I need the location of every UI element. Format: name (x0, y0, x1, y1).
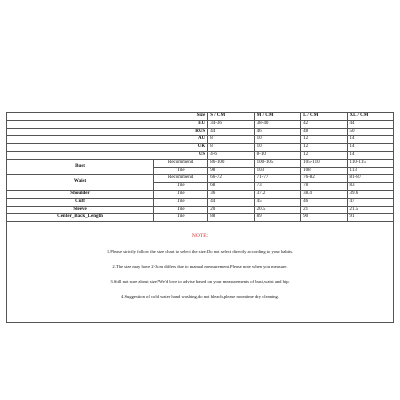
cell: 12 (301, 151, 347, 159)
cell: 38-40 (254, 120, 300, 128)
table-row-waist-recommend (7, 175, 394, 183)
cell: 46 (254, 128, 300, 136)
cell: 34-36 (208, 120, 254, 128)
cell: 44 (208, 198, 254, 206)
cell: 37.2 (254, 190, 300, 198)
note-line-1: 1.Please strictly follow the size chart to select the size.Do not select directly according to your habits. (106, 249, 294, 255)
size-table (6, 112, 394, 222)
cell: 21 (301, 206, 347, 214)
cell: 20 (208, 206, 254, 214)
cell: 86-100 (208, 159, 254, 167)
cell: 90 (301, 214, 347, 222)
table-header-row (7, 113, 394, 121)
cell: 14 (347, 151, 393, 159)
row-label: RUS (7, 128, 208, 136)
cell: 98 (208, 167, 254, 175)
cell: 10 (254, 136, 300, 144)
table-row-au (7, 136, 394, 144)
cell: 71-77 (254, 175, 300, 183)
note-line-3: 3.Still not sure about size?We'd love to advise based on your measurements of bust,waist and hip. (110, 279, 290, 285)
header-l: L / CM (301, 113, 347, 121)
row-label: Cuff (7, 198, 154, 206)
cell: 45 (254, 198, 300, 206)
cell: 21.5 (347, 206, 393, 214)
table-row-shoulder (7, 190, 394, 198)
row-label: Center_Back_Length (7, 214, 154, 222)
table-row-us (7, 151, 394, 159)
cell: 81-87 (347, 175, 393, 183)
note-title: NOTE: (191, 233, 209, 240)
table-row-center-back-length (7, 214, 394, 222)
sub-label: Tile (154, 167, 208, 175)
cell: 12 (301, 136, 347, 144)
row-label-bust: Bust (7, 159, 154, 175)
row-label: US (7, 151, 208, 159)
cell: 46 (301, 198, 347, 206)
cell: 44 (208, 128, 254, 136)
table-row-uk (7, 144, 394, 152)
table-row-eu (7, 120, 394, 128)
cell: 12 (301, 144, 347, 152)
sub-label: Tile (154, 206, 208, 214)
cell: 88 (208, 214, 254, 222)
sub-label: Recommend (154, 175, 208, 183)
size-chart-sheet (6, 112, 394, 323)
cell: 8 (208, 136, 254, 144)
cell: 42 (301, 120, 347, 128)
cell: 66-72 (208, 175, 254, 183)
cell: 14 (347, 144, 393, 152)
row-label: Shoulder (7, 190, 154, 198)
row-label: EU (7, 120, 208, 128)
cell: 78 (301, 183, 347, 191)
cell: 100-105 (254, 159, 300, 167)
cell: 38.4 (301, 190, 347, 198)
cell: 91 (347, 214, 393, 222)
note-line-2: 2.The size may have 2-3cm differs due to manual measurement.Please note when you measure. (112, 264, 288, 270)
header-m: M / CM (254, 113, 300, 121)
note-box (6, 222, 394, 323)
header-size: Size (7, 113, 208, 121)
header-xl: XL / CM (347, 113, 393, 121)
cell: 110-115 (347, 159, 393, 167)
sub-label: Tile (154, 198, 208, 206)
cell: 39.6 (347, 190, 393, 198)
cell: 47 (347, 198, 393, 206)
row-label: Sleeve (7, 206, 154, 214)
cell: 10 (254, 144, 300, 152)
cell: 68 (208, 183, 254, 191)
cell: 48 (301, 128, 347, 136)
cell: 108 (301, 167, 347, 175)
sub-label: Tile (154, 183, 208, 191)
cell: 20.5 (254, 206, 300, 214)
cell: 89 (254, 214, 300, 222)
cell: 4-6 (208, 151, 254, 159)
row-label-waist: Waist (7, 175, 154, 191)
cell: 14 (347, 136, 393, 144)
sub-label: Tile (154, 190, 208, 198)
cell: 113 (347, 167, 393, 175)
row-label: UK (7, 144, 208, 152)
table-row-cuff (7, 198, 394, 206)
sub-label: Recommend (154, 159, 208, 167)
sub-label: Tile (154, 214, 208, 222)
row-label: AU (7, 136, 208, 144)
cell: 73 (254, 183, 300, 191)
cell: 8-10 (254, 151, 300, 159)
header-s: S / CM (208, 113, 254, 121)
table-row-bust-recommend (7, 159, 394, 167)
table-row-sleeve (7, 206, 394, 214)
cell: 8 (208, 144, 254, 152)
cell: 103 (254, 167, 300, 175)
table-row-rus (7, 128, 394, 136)
cell: 76-82 (301, 175, 347, 183)
note-line-4: 4.Suggestion of cold water hand washing,do not bleach,please noontime dry cleaning. (121, 294, 279, 300)
cell: 83 (347, 183, 393, 191)
cell: 105-110 (301, 159, 347, 167)
cell: 44 (347, 120, 393, 128)
cell: 36 (208, 190, 254, 198)
cell: 50 (347, 128, 393, 136)
